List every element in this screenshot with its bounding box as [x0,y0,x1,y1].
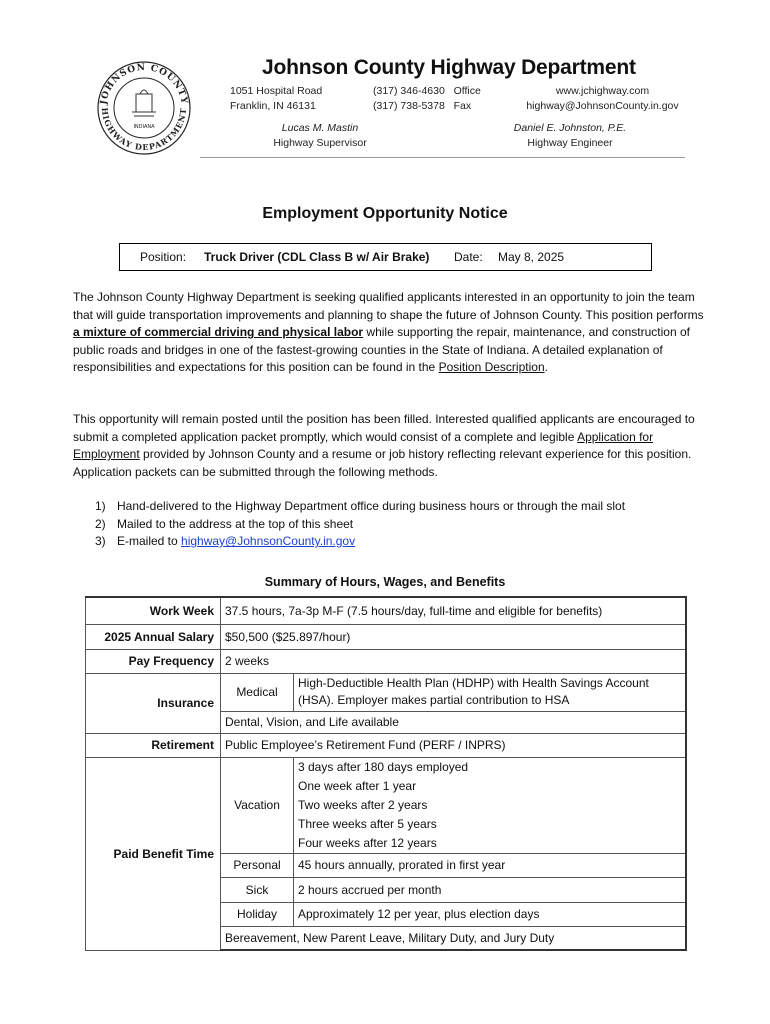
fax-phone: (317) 738-5378 [373,100,445,112]
holiday-value: Approximately 12 per year, plus election days [294,902,687,926]
engineer-name: Daniel E. Johnston, P.E. [513,122,627,134]
office-phone: (317) 346-4630 [373,85,445,97]
svg-text:HIGHWAY DEPARTMENT: HIGHWAY DEPARTMENT [99,107,189,153]
engineer-title: Highway Engineer [527,137,613,149]
vacation-label: Vacation [221,757,294,853]
table-row [86,673,687,711]
retirement-value: Public Employee’s Retirement Fund (PERF / INPRS) [221,733,687,757]
application-paragraph: This opportunity will remain posted until the position has been filled. Interested qualified applicants are encouraged to submit a completed application packet promptly, which would consist of a complete and legible Application for Employment provided by Johnson County and a resume or job history reflecting relevant experience for this position. Application packets can be submitted through the following methods. [73,412,695,479]
svg-text:INDIANA: INDIANA [133,124,155,130]
department-title: Johnson County Highway Department [262,56,636,79]
engineer-block [490,121,650,151]
office-phone-label: Office [453,85,481,97]
header-email-link[interactable]: highway@JohnsonCounty.in.gov [526,100,679,112]
supervisor-block [240,121,400,151]
table-row [86,757,687,853]
supervisor-title: Highway Supervisor [273,137,367,149]
email-link[interactable]: highway@JohnsonCounty.in.gov [181,534,356,549]
phone-block [373,84,481,114]
submission-methods-list [95,498,715,551]
web-block [520,84,685,114]
personal-value: 45 hours annually, prorated in first year [294,853,687,877]
medical-label: Medical [221,673,294,711]
work-week-label: Work Week [86,597,221,624]
vacation-values: 3 days after 180 days employed One week after 1 year Two weeks after 2 years Three weeks after 5 years Four weeks after 12 years [294,757,687,853]
summary-title: Summary of Hours, Wages, and Benefits [264,575,506,589]
work-week-value: 37.5 hours, 7a-3p M-F (7.5 hours/day, full-time and eligible for benefits) [221,597,687,624]
retirement-label: Retirement [86,733,221,757]
address-block [230,84,322,114]
position-box [119,243,652,271]
other-leave-value: Bereavement, New Parent Leave, Military Duty, and Jury Duty [221,926,687,950]
svg-text:JOHNSON COUNTY: JOHNSON COUNTY [99,62,189,106]
pay-frequency-value: 2 weeks [221,649,687,673]
table-row [86,597,687,624]
emphasis-duties: a mixture of commercial driving and physical labor [73,325,364,340]
date-label: Date: [454,250,483,264]
supervisor-name: Lucas M. Mastin [281,122,359,134]
county-seal-logo [92,56,196,156]
table-row [86,733,687,757]
insurance-label: Insurance [86,673,221,733]
sick-value: 2 hours accrued per month [294,877,687,902]
list-item: 1) Hand-delivered to the Highway Department office during business hours or through the mail slot [95,499,626,513]
position-value: Truck Driver (CDL Class B w/ Air Brake) [204,250,430,264]
medical-value: High-Deductible Health Plan (HDHP) with Health Savings Account (HSA). Employer makes partial contribution to HSA [294,673,687,711]
date-value: May 8, 2025 [498,250,565,264]
address-line-1: 1051 Hospital Road [230,85,323,97]
list-item: 2) Mailed to the address at the top of this sheet [95,516,354,531]
pay-frequency-label: Pay Frequency [86,649,221,673]
fax-phone-label: Fax [453,100,472,112]
header-divider [200,157,685,158]
dental-vision-life-value: Dental, Vision, and Life available [221,711,687,733]
application-link[interactable]: Application for Employment [73,429,654,462]
paid-benefit-time-label: Paid Benefit Time [86,757,221,950]
benefits-table [85,596,687,951]
address-line-2: Franklin, IN 46131 [230,100,316,112]
position-label: Position: [140,250,187,264]
list-item: 3) E-mailed to highway@JohnsonCounty.in.gov [95,534,356,549]
sick-label: Sick [221,877,294,902]
salary-label: 2025 Annual Salary [86,624,221,649]
table-row [86,649,687,673]
holiday-label: Holiday [221,902,294,926]
salary-value: $50,500 ($25.897/hour) [221,624,687,649]
website-link[interactable]: www.jchighway.com [555,85,650,97]
notice-title: Employment Opportunity Notice [262,205,508,222]
table-row [86,624,687,649]
intro-paragraph: The Johnson County Highway Department is seeking qualified applicants interested in an opportunity to join the team that will guide transportation improvements and planning to shape the future of Johnson County. This position performs a mixture of commercial driving and physical labor while supporting the repair, maintenance, and construction of public roads and bridges in one of the fastest-growing counties in the State of Indiana. A detailed explanation of responsibilities and expectations for this position can be found in the Position Description. [73,290,704,375]
personal-label: Personal [221,853,294,877]
position-description-link[interactable]: Position Description [438,360,545,375]
